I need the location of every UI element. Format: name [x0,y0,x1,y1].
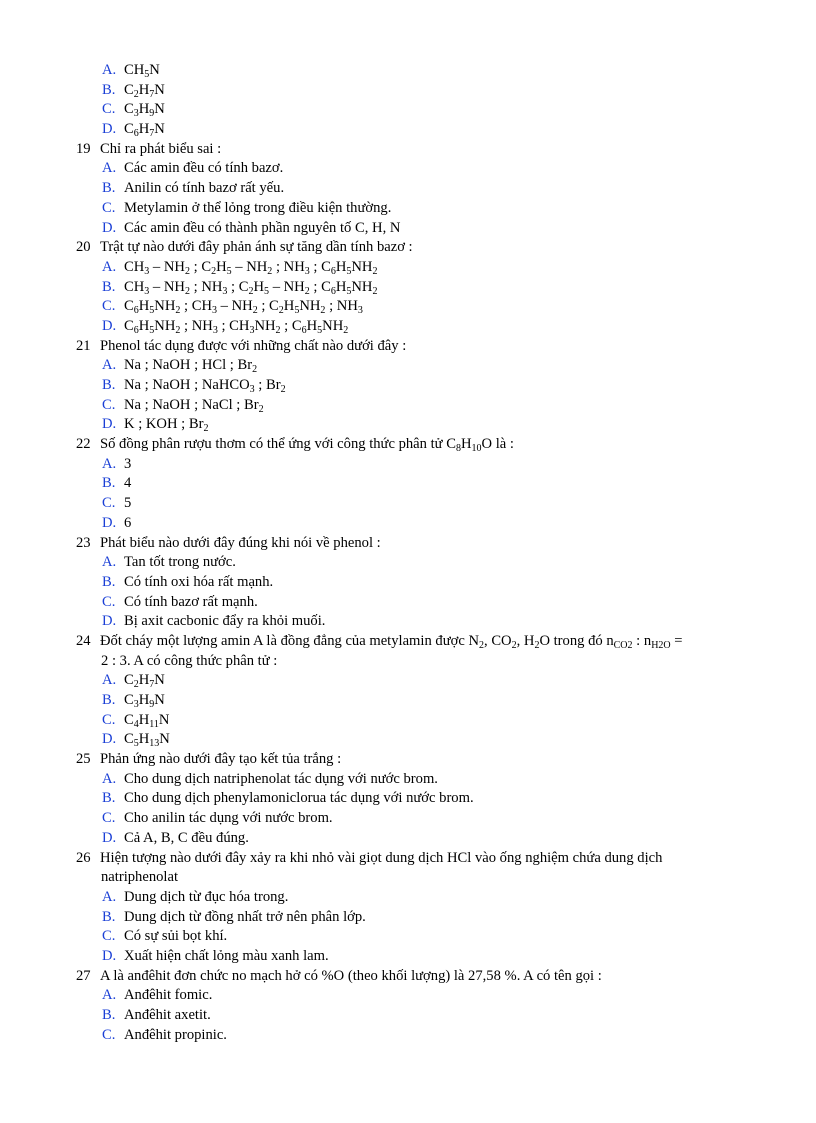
option-text: 6 [124,514,132,531]
option-text: $CH_5N$ [124,62,160,80]
answer-option [0,61,816,81]
question-text: Chỉ ra phát biểu sai : [100,140,222,157]
question-continuation [0,868,816,888]
question-text: Phản ứng nào dưới đây tạo kết tủa trắng : [100,751,342,768]
option-text: Các amin đều có tính bazơ. [124,160,284,177]
option-text: Cả A, B, C đều đúng. [124,829,249,846]
answer-option [0,474,816,494]
question-line [0,140,816,160]
answer-option [0,691,816,711]
option-letter: B. [102,908,116,925]
answer-option [0,258,816,278]
option-letter: A. [102,455,117,472]
option-text: $C_3H_9N$ [124,101,165,120]
answer-option [0,317,816,337]
answer-option [0,671,816,691]
question-text: natriphenolat [101,869,178,886]
option-text: K ; KOH ; $Br_2$ [124,416,209,435]
option-letter: B. [102,790,116,807]
option-letter: A. [102,987,117,1004]
option-text: Anilin có tính bazơ rất yếu. [124,180,285,197]
answer-option [0,888,816,908]
option-text: 5 [124,495,132,512]
question-line [0,750,816,770]
question-text: Phát biểu nào dưới đây đúng khi nói về phenol : [100,534,381,551]
option-letter: D. [102,121,117,138]
question-line [0,849,816,869]
option-text: $C_6H_5NH_2$ ; $NH_3$ ; $CH_3NH_2$ ; $C_6H_5NH_2$ [124,317,349,336]
option-text: $C_5H_{13}N$ [124,731,170,750]
option-letter: A. [102,672,117,689]
option-letter: B. [102,692,116,708]
option-text: $C_6H_7N$ [124,121,165,140]
answer-option [0,376,816,396]
option-letter: A. [102,554,117,571]
answer-option [0,711,816,731]
question-number: 23 [76,534,91,551]
option-letter: B. [102,573,116,590]
option-letter: A. [102,770,117,787]
answer-option [0,159,816,179]
option-letter: C. [102,593,116,610]
option-text: Anđêhit propinic. [124,1026,227,1043]
answer-option [0,1026,816,1046]
answer-option [0,297,816,317]
answer-option [0,770,816,790]
answer-option [0,789,816,809]
option-letter: A. [102,62,117,78]
option-text: Bị axit cacbonic đẩy ra khỏi muối. [124,613,326,630]
answer-option [0,1006,816,1026]
option-letter: C. [102,711,116,728]
question-number: 27 [76,967,91,984]
question-line [0,435,816,455]
option-letter: C. [102,1026,116,1043]
option-letter: D. [102,219,117,236]
question-line [0,534,816,554]
option-letter: A. [102,357,117,374]
option-text: 4 [124,475,132,492]
answer-option [0,927,816,947]
answer-option [0,514,816,534]
option-letter: C. [102,199,116,216]
answer-option [0,573,816,593]
option-letter: C. [102,495,116,512]
option-letter: D. [102,613,117,630]
option-text: Có tính oxi hóa rất mạnh. [124,573,274,590]
option-letter: D. [102,947,117,964]
option-letter: B. [102,180,116,197]
question-text: Hiện tượng nào dưới đây xảy ra khi nhỏ vài giọt dung dịch HCl vào ống nghiệm chứa dung dịch [100,849,663,866]
option-text: Na ; NaOH ; HCl ; $Br_2$ [124,357,258,376]
question-number: 19 [76,140,91,157]
answer-option [0,612,816,632]
option-text: Tan tốt trong nước. [124,554,236,571]
question-number: 25 [76,751,91,768]
option-text: $C_4H_{11}N$ [124,711,170,730]
option-text: $C_3H_9N$ [124,692,165,710]
answer-option [0,829,816,849]
question-text: Trật tự nào dưới đây phản ánh sự tăng dần tính bazơ : [100,239,413,256]
option-letter: D. [102,829,117,846]
option-text: Cho dung dịch phenylamoniclorua tác dụng với nước brom. [124,790,474,807]
option-text: Các amin đều có thành phần nguyên tố C, H, N [124,219,401,236]
question-text: A là anđêhit đơn chức no mạch hở có %O (theo khối lượng) là 27,58 %. A có tên gọi : [100,967,602,984]
answer-option [0,809,816,829]
option-text: Cho dung dịch natriphenolat tác dụng với nước brom. [124,770,438,787]
option-text: $C_2H_7N$ [124,672,165,691]
answer-option [0,278,816,298]
answer-option [0,120,816,140]
question-line [0,967,816,987]
option-letter: A. [102,160,117,177]
option-letter: D. [102,317,117,334]
option-text: $C_6H_5NH_2$ ; $CH_3 - NH_2$ ; $C_2H_5NH_2$ ; $NH_3$ [124,298,363,317]
option-letter: B. [102,278,116,295]
option-letter: C. [102,396,116,413]
option-text: Metylamin ở thể lỏng trong điều kiện thường. [124,199,392,216]
question-text: 2 : 3. A có công thức phân tử : [101,652,278,669]
option-letter: C. [102,810,116,827]
document-page [0,61,816,1045]
option-text: Dung dịch từ đồng nhất trở nên phân lớp. [124,908,366,925]
answer-option [0,100,816,120]
option-text: Xuất hiện chất lỏng màu xanh lam. [124,947,329,964]
option-letter: B. [102,377,116,393]
question-continuation [0,652,816,672]
answer-option [0,415,816,435]
answer-option [0,986,816,1006]
question-text: Phenol tác dụng được với những chất nào dưới đây : [100,337,407,354]
question-number: 26 [76,849,91,866]
option-text: 3 [124,455,132,472]
question-text: Đốt cháy một lượng amin A là đồng đẳng của metylamin được $N_2$, $CO_2$, $H_2O$ trong đó $n_{CO2}$ : $n_{H2O}$ = [100,632,683,651]
option-text: Có tính bazơ rất mạnh. [124,593,258,610]
option-letter: D. [102,514,117,531]
answer-option [0,455,816,475]
option-letter: D. [102,731,117,748]
question-number: 24 [76,632,91,649]
option-text: Anđêhit fomic. [124,987,213,1004]
question-number: 21 [76,337,91,354]
option-text: Na ; NaOH ; NaHCO$_3$ ; $Br_2$ [124,377,286,395]
answer-option [0,593,816,613]
option-text: Có sự sủi bọt khí. [124,928,228,945]
option-letter: A. [102,258,117,275]
option-letter: C. [102,101,116,118]
question-line [0,238,816,258]
option-letter: C. [102,928,116,945]
option-letter: B. [102,475,116,492]
answer-option [0,553,816,573]
option-text: $C_2H_7N$ [124,81,165,100]
answer-option [0,81,816,101]
option-text: Anđêhit axetit. [124,1007,211,1023]
answer-option [0,908,816,928]
answer-option [0,179,816,199]
answer-option [0,730,816,750]
answer-option [0,947,816,967]
question-number: 20 [76,239,91,256]
option-text: Na ; NaOH ; NaCl ; $Br_2$ [124,396,264,415]
question-text: Số đồng phân rượu thơm có thể ứng với công thức phân tử $C_8H_{10}O$ là : [100,436,514,455]
answer-option [0,199,816,219]
option-letter: B. [102,1007,116,1023]
answer-option [0,494,816,514]
answer-option [0,219,816,239]
option-text: $CH_3 - NH_2$ ; $NH_3$ ; $C_2H_5 - NH_2$ ; $C_6H_5NH_2$ [124,278,378,297]
option-text: Cho anilin tác dụng với nước brom. [124,810,333,827]
option-letter: A. [102,888,117,905]
option-letter: C. [102,298,116,315]
question-number: 22 [76,436,91,453]
option-letter: D. [102,416,117,433]
answer-option [0,396,816,416]
option-text: Dung dịch từ đục hóa trong. [124,888,289,905]
question-line [0,337,816,357]
question-line [0,632,816,652]
option-text: $CH_3 - NH_2$ ; $C_2H_5 - NH_2$ ; $NH_3$ ; $C_6H_5NH_2$ [124,258,378,277]
answer-option [0,356,816,376]
option-letter: B. [102,81,116,98]
